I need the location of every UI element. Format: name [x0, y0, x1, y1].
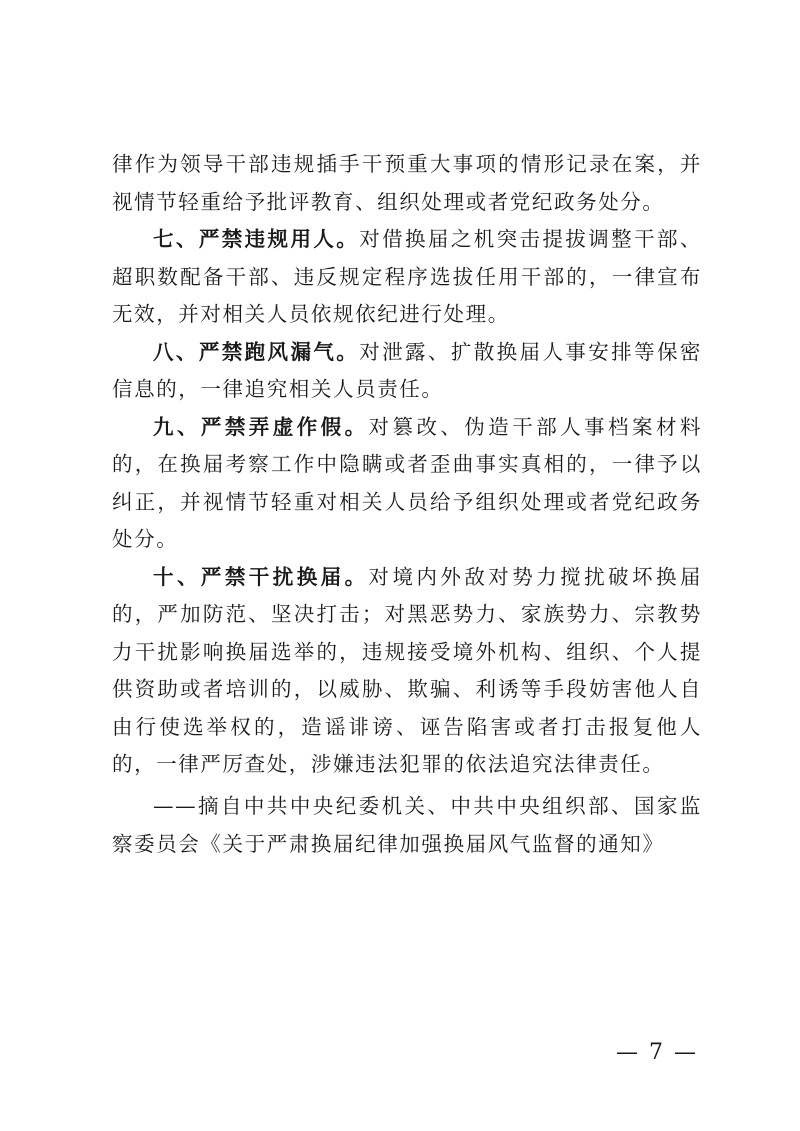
page-number: — 7 —	[616, 1040, 698, 1065]
paragraph-text: 对借换届之机突击提拔调整干部、超职数配备干部、违反规定程序选拔任用干部的，一律宣布无效，并对相关人员依规依纪进行处理。	[112, 227, 703, 326]
paragraph-rule-8	[112, 334, 702, 409]
paragraph-text: 对篡改、伪造干部人事档案材料的，在换届考察工作中隐瞒或者歪曲事实真相的，一律予以纠正，并视情节轻重对相关人员给予组织处理或者党纪政务处分。	[112, 414, 702, 551]
source-text: ——摘自中共中央纪委机关、中共中央组织部、国家监察委员会《关于严肃换届纪律加强换届风气监督的通知》	[112, 794, 702, 856]
paragraph-text: 对泄露、扩散换届人事安排等保密信息的，一律追究相关人员责任。	[112, 339, 703, 401]
paragraph-continuation	[112, 146, 702, 221]
paragraph-rule-7	[112, 221, 702, 334]
paragraph-text: 律作为领导干部违规插手干预重大事项的情形记录在案，并视情节轻重给予批评教育、组织处理或者党纪政务处分。	[112, 152, 702, 214]
rule-heading: 九、严禁弄虚作假。	[153, 414, 369, 439]
paragraph-text: 对境内外敌对势力搅扰破坏换届的，严加防范、坚决打击；对黑恶势力、家族势力、宗教势力干扰影响换届选举的，违规接受境外机构、组织、个人提供资助或者培训的，以威胁、欺骗、利诱等手段妨害他人自由行使选举权的，造谣诽谤、诬告陷害或者打击报复他人的，一律严厉查处，涉嫌违法犯罪的依法追究法律责任。	[112, 564, 702, 776]
document-body	[112, 146, 702, 784]
rule-heading: 八、严禁跑风漏气。	[153, 339, 360, 364]
paragraph-rule-10	[112, 559, 702, 784]
source-citation	[112, 788, 702, 863]
paragraph-rule-9	[112, 409, 702, 559]
rule-heading: 七、严禁违规用人。	[153, 227, 360, 251]
rule-heading: 十、严禁干扰换届。	[153, 564, 369, 589]
